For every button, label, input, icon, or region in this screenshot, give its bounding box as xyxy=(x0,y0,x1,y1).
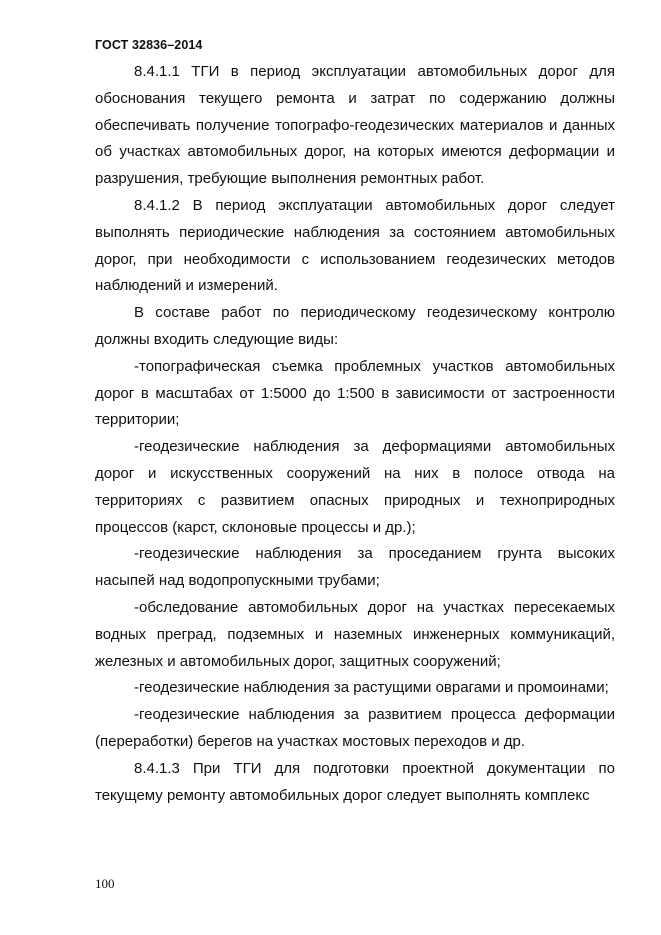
list-item-road-inspection: -обследование автомобильных дорог на участках пересекаемых водных преград, подземных и наземных инженерных коммуникаций, железных и автомобильных дорог, защитных сооружений; xyxy=(95,598,615,670)
list-item-bank-deformation-observations: -геодезические наблюдения за развитием процесса деформации (переработки) берегов на участках мостовых переходов и др. xyxy=(95,706,615,750)
document-header: ГОСТ 32836–2014 xyxy=(95,38,203,52)
list-item-subsidence-observations: -геодезические наблюдения за проседанием грунта высоких насыпей над водопропускными трубами; xyxy=(95,545,615,590)
paragraph-8-4-1-3: 8.4.1.3 При ТГИ для подготовки проектной документации по текущему ремонту автомобильных дорог следует выполнять комплекс xyxy=(95,759,615,804)
list-item-ravine-observations: -геодезические наблюдения за растущими оврагами и промоинами; xyxy=(134,679,609,697)
list-item-deformation-observations: -геодезические наблюдения за деформациями автомобильных дорог и искусственных сооружений на них в полосе отвода на территориях с развитием опасных природных и техноприродных процессов (карст, склоновые процессы и др.); xyxy=(95,438,615,536)
document-body xyxy=(95,59,615,809)
page-number: 100 xyxy=(95,876,115,891)
paragraph-composition: В составе работ по периодическому геодезическому контролю должны входить следующие виды: xyxy=(95,304,615,348)
paragraph-8-4-1-1: 8.4.1.1 ТГИ в период эксплуатации автомобильных дорог для обоснования текущего ремонта и затрат по содержанию должны обеспечивать получение топографо-геодезических материалов и данных об участках автомобильных дорог, на которых имеются деформации и разрушения, требующие выполнения ремонтных работ. xyxy=(95,63,615,188)
paragraph-8-4-1-2: 8.4.1.2 В период эксплуатации автомобильных дорог следует выполнять периодические наблюдения за состоянием автомобильных дорог, при необходимости с использованием геодезических методов наблюдений и измерений. xyxy=(95,196,615,295)
list-item-topographic-survey: -топографическая съемка проблемных участков автомобильных дорог в масштабах от 1:5000 до 1:500 в зависимости от застроенности территории; xyxy=(95,357,615,429)
